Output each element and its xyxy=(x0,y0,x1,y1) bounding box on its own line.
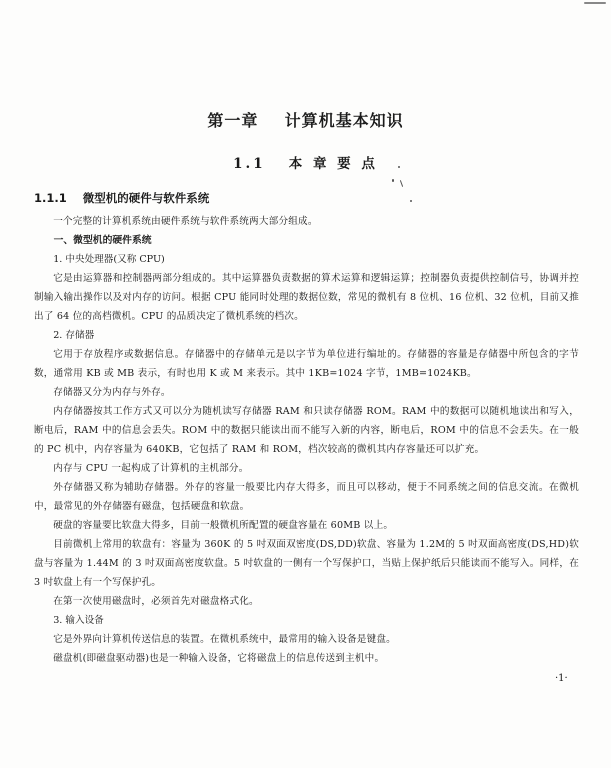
paragraph-format: 在第一次使用磁盘时，必须首先对磁盘格式化。 xyxy=(53,596,259,607)
paragraph-disk-drive: 磁盘机(即磁盘驱动器)也是一种输入设备，它将磁盘上的信息传送到主机中。 xyxy=(53,653,385,664)
scan-speck xyxy=(410,200,412,202)
paragraph-internal-memory: 内存储器按其工作方式又可以分为随机读写存储器 RAM 和只读存储器 ROM。RAM 中的数据可以随机地读出和写入，断电后，RAM 中的信息会丢失。ROM 中的数据只能读出而不能写入新的内容，断电后，ROM 中的信息不会丢失。在一般的 PC 机中，内存容量为 640KB，它包括了 RAM 和 ROM，档次较高的微机其内存容量还可以扩充。 xyxy=(34,406,579,455)
body-text xyxy=(34,212,579,668)
paragraph-cpu: 它是由运算器和控制器两部分组成的。其中运算器负责数据的算术运算和逻辑运算；控制器负责提供控制信号，协调并控制输入输出操作以及对内存的访问。根据 CPU 能同时处理的数据位数，常见的微机有 8 位机、16 位机、32 位机，目前又推出了 64 位的高档微机。CPU 的品质决定了微机系统的档次。 xyxy=(34,273,579,322)
item-input-device: 3. 输入设备 xyxy=(53,615,104,626)
paragraph-floppy-disk: 目前微机上常用的软盘有：容量为 360K 的 5 吋双面双密度(DS,DD)软盘、容量为 1.2M的 5 吋双面高密度(DS,HD)软盘与容量为 1.44M 的 3 吋双面高密度软盘。5 吋软盘的一侧有一个写保护口，当贴上保护纸后只能读而不能写入。同样，在 3 吋软盘上有一个写保护孔。 xyxy=(34,539,579,588)
subsection-title: 1.1.1 微型机的硬件与软件系统 xyxy=(34,191,210,205)
section-title: 1.1 本 章 要 点 xyxy=(233,156,378,172)
paragraph-memory: 它用于存放程序或数据信息。存储器中的存储单元是以字节为单位进行编址的。存储器的容量是存储器中所包含的字节数，通常用 KB 或 MB 表示，有时也用 K 或 M 来表示。其中 1KB=1024 字节，1MB=1024KB。 xyxy=(34,349,579,379)
paragraph-hard-disk: 硬盘的容量要比软盘大得多，目前一般微机所配置的硬盘容量在 60MB 以上。 xyxy=(53,520,394,531)
scan-speck xyxy=(392,179,394,182)
chapter-title: 第一章 计算机基本知识 xyxy=(207,111,404,130)
item-cpu: 1. 中央处理器(又称 CPU) xyxy=(53,254,165,265)
paragraph-memory-types: 存储器又分为内存与外存。 xyxy=(53,387,171,398)
paragraph-external-memory: 外存储器又称为辅助存储器。外存的容量一般要比内存大得多，而且可以移动，便于不同系统之间的信息交流。在微机中，最常见的外存储器有磁盘，包括硬盘和软盘。 xyxy=(34,482,579,512)
scan-speck xyxy=(400,180,403,187)
paragraph-host: 内存与 CPU 一起构成了计算机的主机部分。 xyxy=(53,463,249,474)
page-number: ·1· xyxy=(555,673,568,684)
paragraph-intro: 一个完整的计算机系统由硬件系统与软件系统两大部分组成。 xyxy=(53,216,318,227)
scan-speck xyxy=(584,2,606,4)
heading-hardware-system: 一、微型机的硬件系统 xyxy=(53,235,152,246)
scan-speck xyxy=(398,166,400,168)
paragraph-input-device: 它是外界向计算机传送信息的装置。在微机系统中，最常用的输入设备是键盘。 xyxy=(53,634,396,645)
item-memory: 2. 存储器 xyxy=(53,330,95,341)
